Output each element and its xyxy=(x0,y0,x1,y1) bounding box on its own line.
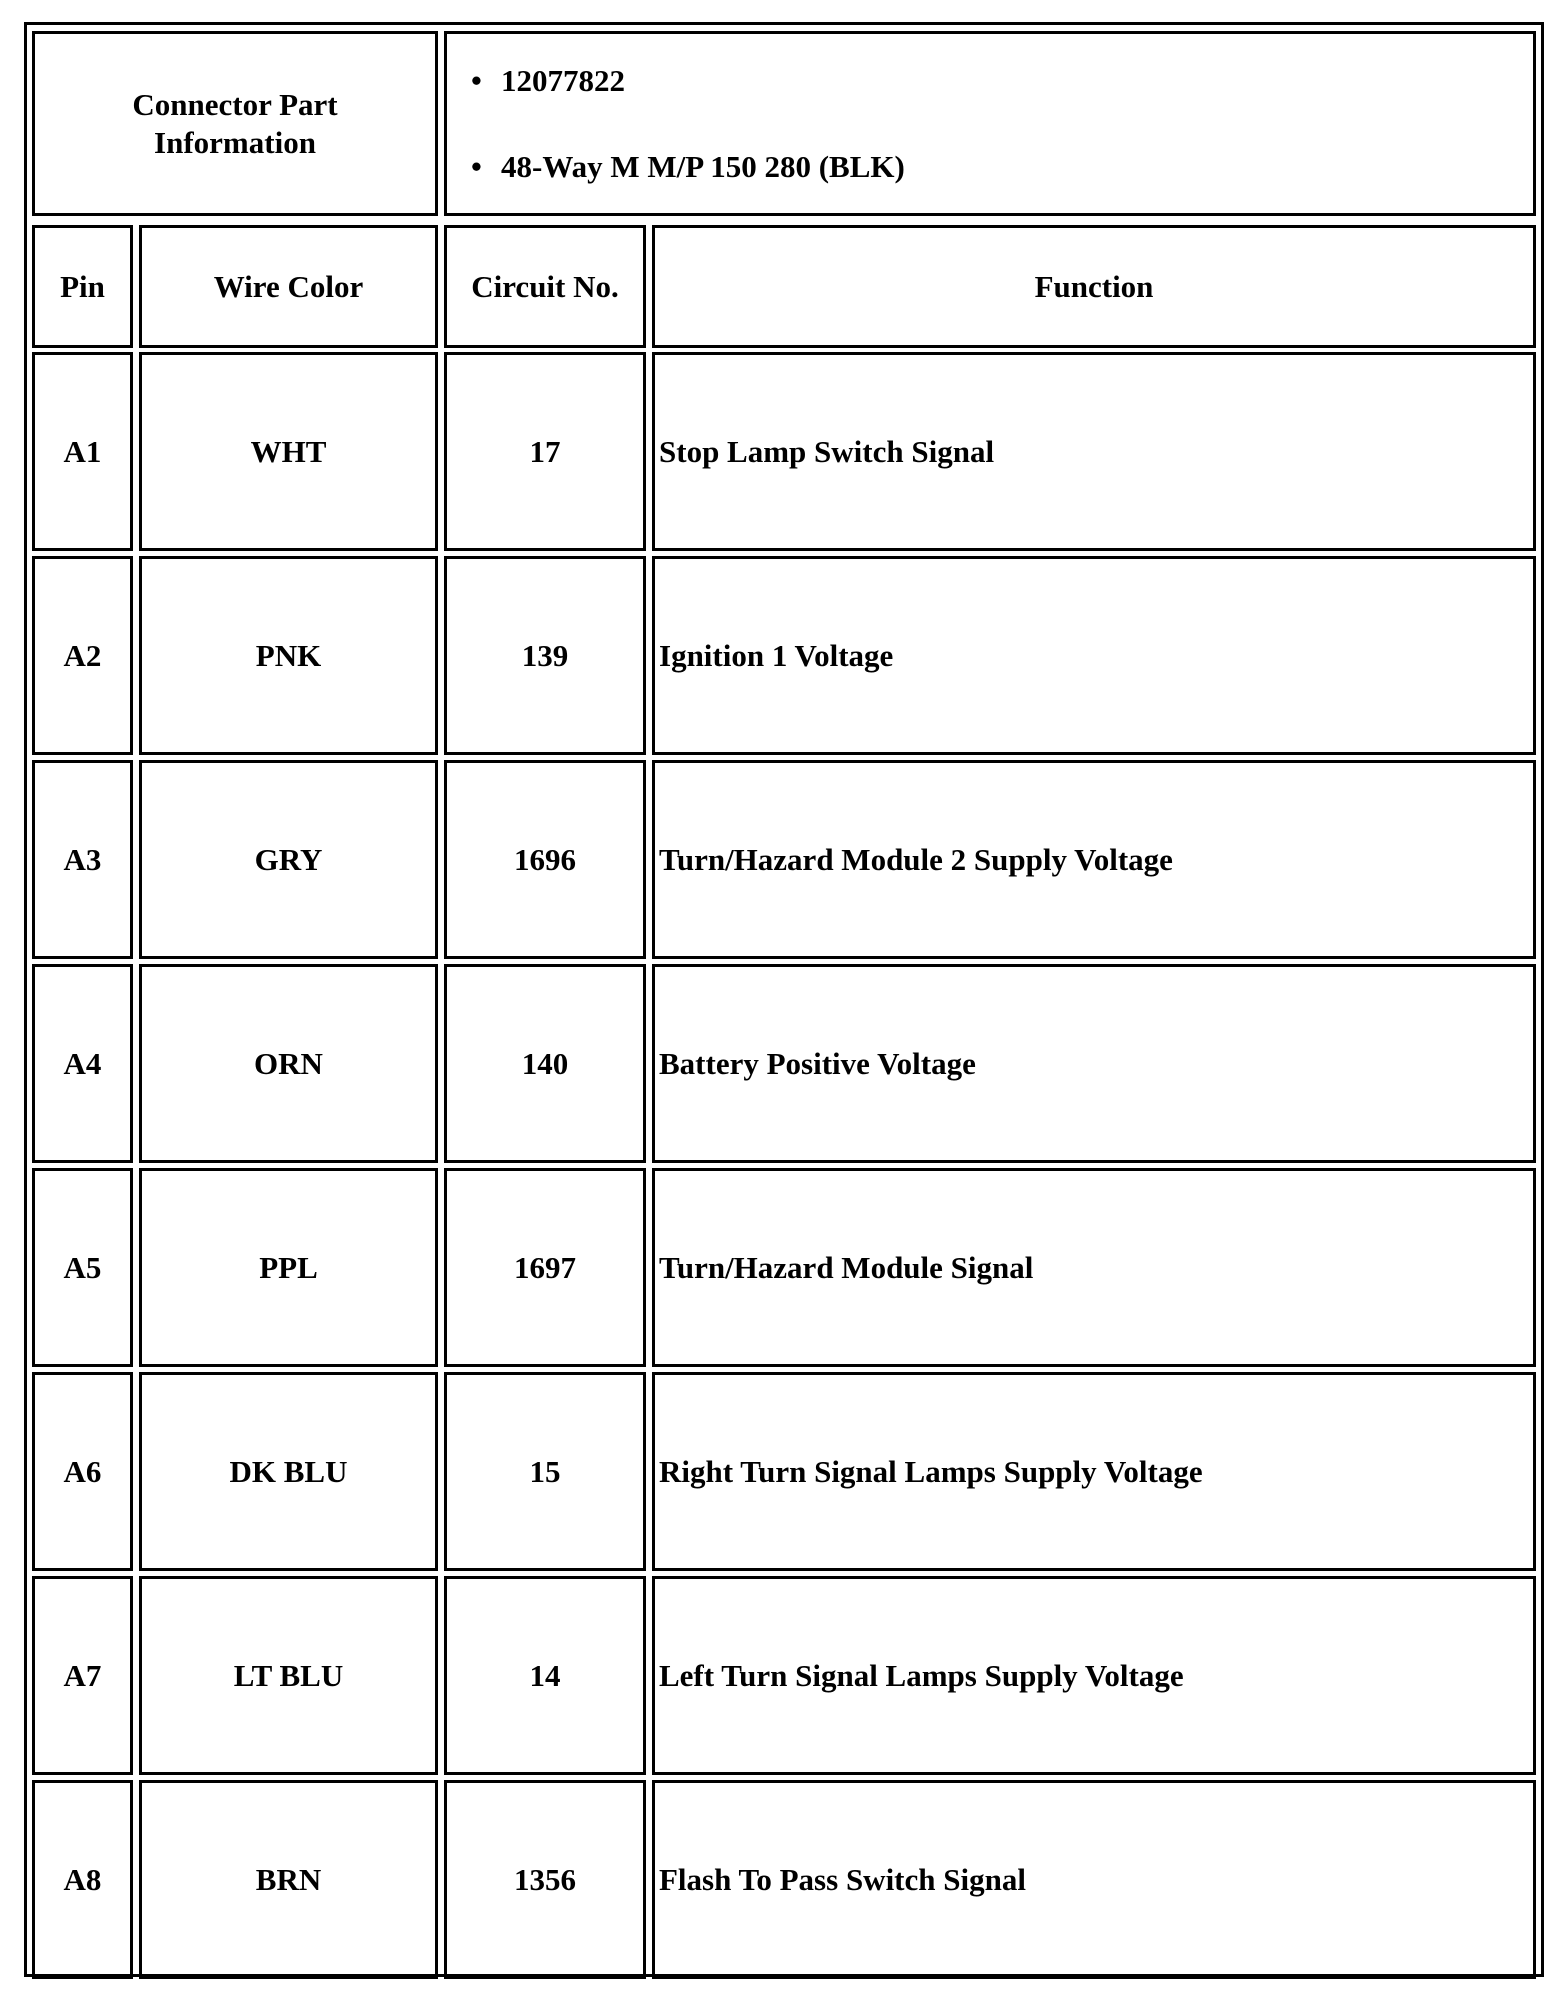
wire-color-cell: GRY xyxy=(139,760,438,959)
pin-cell: A6 xyxy=(32,1372,133,1571)
function-cell: Right Turn Signal Lamps Supply Voltage xyxy=(652,1372,1536,1571)
connector-part-label: Connector Part Information xyxy=(132,87,338,160)
part-description: • 48-Way M M/P 150 280 (BLK) xyxy=(501,148,905,185)
circuit-no-cell: 1697 xyxy=(444,1168,646,1367)
function-cell: Ignition 1 Voltage xyxy=(652,556,1536,755)
header-function: Function xyxy=(652,225,1536,348)
function-cell: Turn/Hazard Module Signal xyxy=(652,1168,1536,1367)
wire-color-cell: PNK xyxy=(139,556,438,755)
wire-color-cell: LT BLU xyxy=(139,1576,438,1775)
pin-cell: A2 xyxy=(32,556,133,755)
part-number: • 12077822 xyxy=(501,62,905,99)
wire-color-cell: BRN xyxy=(139,1780,438,1979)
connector-part-label-cell xyxy=(32,31,438,216)
wire-color-cell: DK BLU xyxy=(139,1372,438,1571)
pin-cell: A1 xyxy=(32,352,133,551)
circuit-no-cell: 1696 xyxy=(444,760,646,959)
function-cell: Left Turn Signal Lamps Supply Voltage xyxy=(652,1576,1536,1775)
circuit-no-cell: 1356 xyxy=(444,1780,646,1979)
wire-color-cell: PPL xyxy=(139,1168,438,1367)
function-cell: Flash To Pass Switch Signal xyxy=(652,1780,1536,1979)
wire-color-cell: WHT xyxy=(139,352,438,551)
circuit-no-cell: 140 xyxy=(444,964,646,1163)
circuit-no-cell: 139 xyxy=(444,556,646,755)
pin-cell: A5 xyxy=(32,1168,133,1367)
circuit-no-cell: 15 xyxy=(444,1372,646,1571)
circuit-no-cell: 17 xyxy=(444,352,646,551)
header-wire-color: Wire Color xyxy=(139,225,438,348)
pin-cell: A7 xyxy=(32,1576,133,1775)
header-circuit-no: Circuit No. xyxy=(444,225,646,348)
pin-cell: A4 xyxy=(32,964,133,1163)
wire-color-cell: ORN xyxy=(139,964,438,1163)
header-pin: Pin xyxy=(32,225,133,348)
pin-cell: A8 xyxy=(32,1780,133,1979)
function-cell: Battery Positive Voltage xyxy=(652,964,1536,1163)
circuit-no-cell: 14 xyxy=(444,1576,646,1775)
connector-part-values-cell xyxy=(444,31,1536,216)
function-cell: Stop Lamp Switch Signal xyxy=(652,352,1536,551)
pin-cell: A3 xyxy=(32,760,133,959)
connector-table xyxy=(24,22,1544,1977)
part-list xyxy=(447,62,905,184)
function-cell: Turn/Hazard Module 2 Supply Voltage xyxy=(652,760,1536,959)
